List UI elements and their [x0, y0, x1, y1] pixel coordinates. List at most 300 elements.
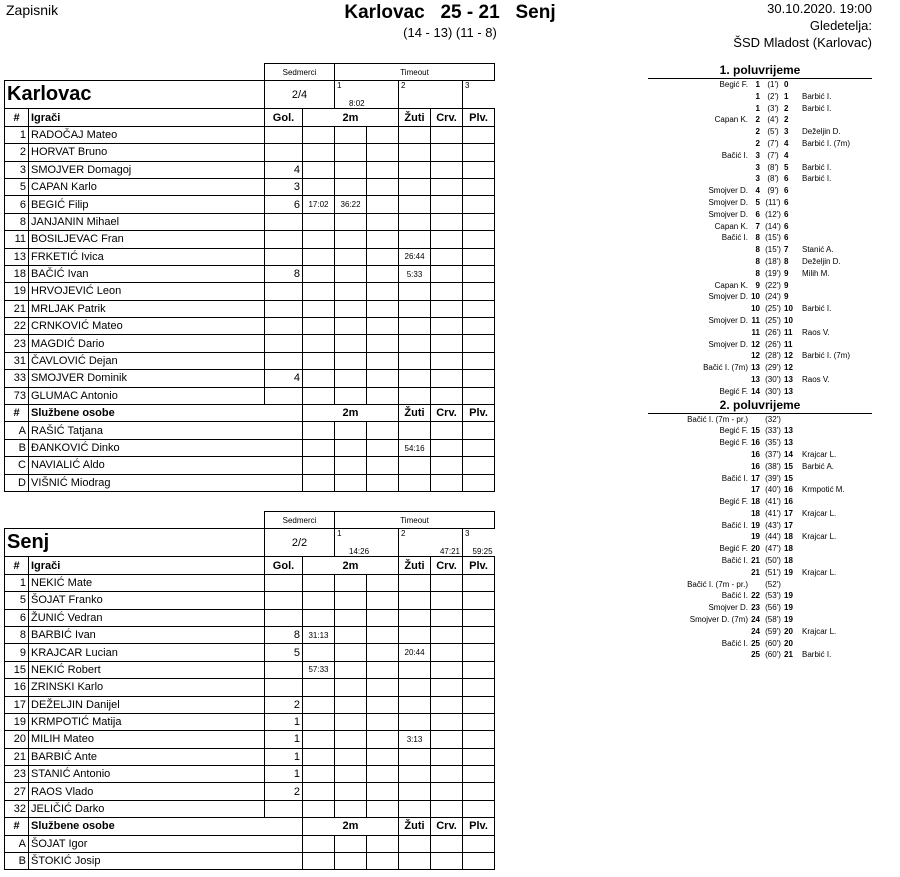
away-score: 16: [784, 485, 793, 495]
red-card: [431, 592, 463, 609]
home-scorer: Bačić I. (7m - pr.): [687, 579, 748, 589]
event-minute: (41'): [765, 497, 781, 507]
home-score: 3: [755, 162, 760, 172]
home-score: 24: [751, 615, 760, 625]
away-score: 6: [784, 209, 789, 219]
two-min-3: [367, 592, 399, 609]
away-scorer: Barbić A.: [802, 461, 835, 471]
away-scorer: Raos V.: [802, 327, 830, 337]
home-scorer: Bačić I.: [721, 233, 748, 243]
home-player-header: # Igrači Gol. 2m Žuti Crv. Plv.: [5, 109, 495, 126]
away-score: 3: [784, 127, 789, 137]
two-min-2: [335, 592, 367, 609]
two-min-3: [367, 644, 399, 661]
match-datetime: 30.10.2020. 19:00: [767, 1, 872, 16]
player-name: STANIĆ Antonio: [29, 766, 265, 783]
away-score: 13: [784, 426, 793, 436]
red-card: [431, 609, 463, 626]
away-score: 6: [784, 197, 789, 207]
home-score: 8: [755, 268, 760, 278]
yellow-card: [399, 626, 431, 643]
goal-event: [648, 425, 872, 437]
goal-event: [648, 614, 872, 626]
two-min-1: [303, 387, 335, 404]
home-score: 14: [751, 386, 760, 396]
away-score: 11: [784, 327, 793, 337]
yellow-card: [399, 335, 431, 352]
goal-event: [648, 374, 872, 386]
event-minute: (8'): [767, 162, 779, 172]
two-min-1: [303, 265, 335, 282]
two-min-1: [303, 766, 335, 783]
yellow-card: [399, 231, 431, 248]
home-scorer: Begić F.: [719, 386, 748, 396]
goal-log: [648, 63, 872, 661]
away-score: 19: [784, 567, 793, 577]
home-score: 2: [755, 115, 760, 125]
away-officials-header: # Službene osobe 2m Žuti Crv. Plv.: [5, 818, 495, 835]
away-scorer: Stanić A.: [802, 245, 834, 255]
two-min-2: [335, 318, 367, 335]
red-card: [431, 335, 463, 352]
home-officials-header: # Službene osobe 2m Žuti Crv. Plv.: [5, 405, 495, 422]
red-card: [431, 731, 463, 748]
away-score: 5: [784, 162, 789, 172]
away-score: 13: [784, 386, 793, 396]
two-min-3: [367, 713, 399, 730]
red-card: [431, 248, 463, 265]
away-score: 12: [784, 351, 793, 361]
blue-card: [463, 318, 495, 335]
player-goals: [265, 318, 303, 335]
event-minute: (58'): [765, 615, 781, 625]
home-score: 8: [755, 233, 760, 243]
home-scorer: Bačić I. (7m): [703, 363, 748, 373]
yellow-card: [399, 196, 431, 213]
official-row: [5, 474, 495, 491]
player-goals: [265, 592, 303, 609]
home-scorer: Smojver D.: [708, 339, 748, 349]
blue-card: [463, 783, 495, 800]
blue-card: [463, 248, 495, 265]
blue-card: [463, 352, 495, 369]
home-scorer: Bačić I.: [721, 591, 748, 601]
player-number: 19: [5, 713, 29, 730]
two-min-1: [303, 300, 335, 317]
blue-card: [463, 474, 495, 491]
away-team-name: Senj: [5, 529, 265, 557]
home-score: 4: [755, 186, 760, 196]
two-min-3: [367, 574, 399, 591]
event-minute: (4'): [767, 115, 779, 125]
official-row: [5, 835, 495, 852]
player-name: BAČIĆ Ivan: [29, 265, 265, 282]
two-min-2: [335, 213, 367, 230]
event-minute: (53'): [765, 591, 781, 601]
home-score: 25: [751, 650, 760, 660]
home-score: 22: [751, 591, 760, 601]
yellow-card: [399, 144, 431, 161]
goal-event: [648, 386, 872, 398]
two-min-1: [303, 335, 335, 352]
half1-events: [648, 79, 872, 398]
goal-event: [648, 303, 872, 315]
yellow-card: [399, 853, 431, 870]
away-scorer: Krajcar L.: [802, 567, 837, 577]
goal-event: [648, 520, 872, 532]
two-min-3: [367, 352, 399, 369]
document-label: Zapisnik: [6, 2, 59, 18]
goal-event: [648, 484, 872, 496]
two-min-1: [303, 679, 335, 696]
yellow-card: [399, 592, 431, 609]
player-name: RADOČAJ Mateo: [29, 126, 265, 143]
event-minute: (43'): [765, 520, 781, 530]
event-minute: (14'): [765, 221, 781, 231]
yellow-card: [399, 126, 431, 143]
two-min-3: [367, 335, 399, 352]
player-number: 1: [5, 574, 29, 591]
two-min-1: [303, 713, 335, 730]
yellow-card: 3:13: [399, 731, 431, 748]
blue-card: [463, 644, 495, 661]
event-minute: (33'): [765, 426, 781, 436]
player-number: 16: [5, 679, 29, 696]
player-name: NEKIĆ Mate: [29, 574, 265, 591]
event-minute: (9'): [767, 186, 779, 196]
player-number: 13: [5, 248, 29, 265]
home-score: 6: [755, 209, 760, 219]
official-letter: A: [5, 422, 29, 439]
home-score: 12: [751, 351, 760, 361]
goal-event: [648, 103, 872, 115]
two-min-1: [303, 457, 335, 474]
away-scorer: Barbić I.: [802, 91, 832, 101]
blue-card: [463, 300, 495, 317]
blue-card: [463, 422, 495, 439]
player-name: HORVAT Bruno: [29, 144, 265, 161]
goal-event: [648, 555, 872, 567]
event-minute: (60'): [765, 650, 781, 660]
player-number: 2: [5, 144, 29, 161]
goal-event: [648, 114, 872, 126]
two-min-3: [367, 661, 399, 678]
player-row: [5, 161, 495, 178]
official-letter: B: [5, 853, 29, 870]
two-min-1: [303, 592, 335, 609]
player-number: 22: [5, 318, 29, 335]
yellow-card: 26:44: [399, 248, 431, 265]
two-min-3: [367, 853, 399, 870]
two-min-1: [303, 644, 335, 661]
player-number: 9: [5, 644, 29, 661]
goal-event: [648, 449, 872, 461]
event-minute: (50'): [765, 556, 781, 566]
away-scorer: Krajcar L.: [802, 449, 837, 459]
two-min-2: [335, 387, 367, 404]
player-row: [5, 213, 495, 230]
player-goals: [265, 126, 303, 143]
two-min-2: [335, 265, 367, 282]
goal-event: [648, 232, 872, 244]
player-number: 18: [5, 265, 29, 282]
yellow-card: [399, 609, 431, 626]
player-name: MAGDIĆ Dario: [29, 335, 265, 352]
home-score: 1: [755, 103, 760, 113]
home-team-table: [4, 63, 495, 492]
player-row: [5, 661, 495, 678]
yellow-card: [399, 300, 431, 317]
event-minute: (24'): [765, 292, 781, 302]
home-score: 15: [751, 426, 760, 436]
blue-card: [463, 126, 495, 143]
blue-card: [463, 265, 495, 282]
away-score: 6: [784, 174, 789, 184]
event-minute: (29'): [765, 363, 781, 373]
home-scorer: Capan K.: [714, 280, 748, 290]
two-min-3: [367, 474, 399, 491]
event-minute: (7'): [767, 150, 779, 160]
event-minute: (3'): [767, 103, 779, 113]
player-row: [5, 626, 495, 643]
blue-card: [463, 178, 495, 195]
yellow-card: [399, 661, 431, 678]
red-card: [431, 318, 463, 335]
yellow-card: [399, 696, 431, 713]
home-score: 13: [751, 374, 760, 384]
blue-card: [463, 196, 495, 213]
home-score: 17: [751, 473, 760, 483]
away-score: 19: [784, 591, 793, 601]
red-card: [431, 352, 463, 369]
goal-event: [648, 602, 872, 614]
player-row: [5, 592, 495, 609]
blue-card: [463, 661, 495, 678]
two-min-1: [303, 731, 335, 748]
two-min-3: [367, 318, 399, 335]
player-number: 32: [5, 800, 29, 817]
goal-event: [648, 185, 872, 197]
goal-event: [648, 350, 872, 362]
event-minute: (30'): [765, 386, 781, 396]
player-name: KRAJCAR Lucian: [29, 644, 265, 661]
official-name: ĐANKOVIĆ Dinko: [29, 439, 303, 456]
away-score: 6: [784, 233, 789, 243]
two-min-1: [303, 144, 335, 161]
yellow-card: 20:44: [399, 644, 431, 661]
goal-event: [648, 221, 872, 233]
red-card: [431, 231, 463, 248]
blue-card: [463, 800, 495, 817]
red-card: [431, 422, 463, 439]
player-goals: 1: [265, 731, 303, 748]
event-minute: (19'): [765, 268, 781, 278]
two-min-2: [335, 126, 367, 143]
yellow-card: [399, 352, 431, 369]
home-scorer: Begić F.: [719, 497, 748, 507]
player-goals: [265, 144, 303, 161]
away-score: 2: [784, 115, 789, 125]
official-letter: D: [5, 474, 29, 491]
player-row: [5, 574, 495, 591]
home-scorer: Bačić I.: [721, 520, 748, 530]
blue-card: [463, 696, 495, 713]
red-card: [431, 387, 463, 404]
red-card: [431, 161, 463, 178]
two-min-2: [335, 248, 367, 265]
two-min-2: [335, 422, 367, 439]
player-row: [5, 800, 495, 817]
away-scorer: Barbić I.: [802, 174, 832, 184]
red-card: [431, 800, 463, 817]
event-minute: (28'): [765, 351, 781, 361]
goal-event: [648, 362, 872, 374]
two-min-1: [303, 783, 335, 800]
home-scorer: Smojver D.: [708, 186, 748, 196]
goal-event: [648, 626, 872, 638]
goal-event: [648, 138, 872, 150]
blue-card: [463, 731, 495, 748]
home-score: 21: [751, 567, 760, 577]
two-min-3: [367, 766, 399, 783]
player-number: 20: [5, 731, 29, 748]
two-min-1: 57:33: [303, 661, 335, 678]
home-score: 10: [751, 304, 760, 314]
player-goals: [265, 231, 303, 248]
player-row: [5, 731, 495, 748]
goal-event: [648, 414, 872, 426]
two-min-1: [303, 574, 335, 591]
home-score: 7: [755, 221, 760, 231]
home-timeout-1: 1 8:02: [335, 81, 399, 109]
player-number: 8: [5, 626, 29, 643]
two-min-1: [303, 248, 335, 265]
player-goals: 1: [265, 748, 303, 765]
away-scorer: Milih M.: [802, 268, 830, 278]
player-row: [5, 283, 495, 300]
player-number: 3: [5, 161, 29, 178]
player-name: DEŽELJIN Danijel: [29, 696, 265, 713]
red-card: [431, 644, 463, 661]
away-score: 15: [784, 473, 793, 483]
player-goals: [265, 661, 303, 678]
home-score: 23: [751, 603, 760, 613]
event-minute: (35'): [765, 438, 781, 448]
goal-event: [648, 473, 872, 485]
player-number: 6: [5, 196, 29, 213]
two-min-1: [303, 352, 335, 369]
red-card: [431, 457, 463, 474]
goal-event: [648, 567, 872, 579]
two-min-1: [303, 609, 335, 626]
two-min-2: [335, 713, 367, 730]
half2-events: [648, 414, 872, 662]
blue-card: [463, 439, 495, 456]
away-score: 11: [784, 339, 793, 349]
home-scorer: Smojver D. (7m): [689, 615, 748, 625]
two-min-2: [335, 661, 367, 678]
player-row: [5, 300, 495, 317]
home-score: 2: [755, 127, 760, 137]
event-minute: (15'): [765, 233, 781, 243]
yellow-card: [399, 422, 431, 439]
yellow-card: [399, 800, 431, 817]
player-number: 15: [5, 661, 29, 678]
red-card: [431, 370, 463, 387]
goal-event: [648, 126, 872, 138]
goal-event: [648, 150, 872, 162]
two-min-3: [367, 457, 399, 474]
two-min-2: [335, 679, 367, 696]
away-score: 4: [784, 138, 789, 148]
player-goals: [265, 248, 303, 265]
goal-event: [648, 579, 872, 591]
two-min-2: [335, 783, 367, 800]
player-number: 19: [5, 283, 29, 300]
yellow-card: 5:33: [399, 265, 431, 282]
away-score: 17: [784, 508, 793, 518]
home-score: 19: [751, 520, 760, 530]
sedmerci-label: Sedmerci: [265, 64, 335, 81]
away-score: 15: [784, 461, 793, 471]
two-min-3: [367, 679, 399, 696]
home-score: 17: [751, 485, 760, 495]
red-card: [431, 766, 463, 783]
player-number: 11: [5, 231, 29, 248]
red-card: [431, 265, 463, 282]
two-min-1: [303, 126, 335, 143]
event-minute: (56'): [765, 603, 781, 613]
home-scorer: Smojver D.: [708, 603, 748, 613]
red-card: [431, 126, 463, 143]
player-number: 33: [5, 370, 29, 387]
two-min-2: [335, 800, 367, 817]
yellow-card: [399, 161, 431, 178]
two-min-1: [303, 835, 335, 852]
away-scorer: Barbić I.: [802, 162, 832, 172]
official-name: ŠOJAT Igor: [29, 835, 303, 852]
blue-card: [463, 213, 495, 230]
player-goals: [265, 213, 303, 230]
red-card: [431, 178, 463, 195]
blue-card: [463, 161, 495, 178]
match-meta: [733, 0, 872, 51]
event-minute: (47'): [765, 544, 781, 554]
event-minute: (26'): [765, 327, 781, 337]
home-score: 20: [751, 544, 760, 554]
away-scorer: Krajcar L.: [802, 508, 837, 518]
home-scorer: Bačić I.: [721, 638, 748, 648]
home-score: 2: [755, 138, 760, 148]
player-number: 5: [5, 178, 29, 195]
yellow-card: [399, 766, 431, 783]
player-number: 27: [5, 783, 29, 800]
event-minute: (26'): [765, 339, 781, 349]
away-score: 6: [784, 221, 789, 231]
home-scorer: Bačić I.: [721, 473, 748, 483]
two-min-1: [303, 474, 335, 491]
player-number: 8: [5, 213, 29, 230]
away-score: 19: [784, 603, 793, 613]
player-number: 1: [5, 126, 29, 143]
player-name: MRLJAK Patrik: [29, 300, 265, 317]
player-name: BEGIĆ Filip: [29, 196, 265, 213]
yellow-card: [399, 213, 431, 230]
blue-card: [463, 574, 495, 591]
player-name: RAOS Vlado: [29, 783, 265, 800]
yellow-card: [399, 457, 431, 474]
two-min-3: [367, 609, 399, 626]
